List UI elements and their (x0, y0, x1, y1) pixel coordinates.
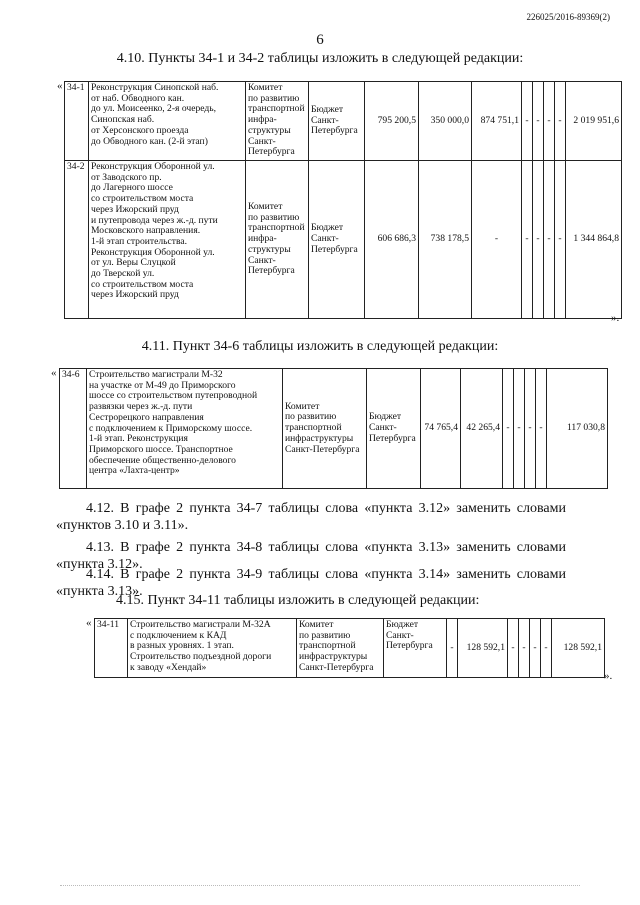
table-row-34-6-table (59, 368, 608, 489)
value-cell: 874 751,1 (472, 82, 522, 161)
dash-cell: - (519, 619, 530, 678)
table2-open-quote: « (51, 367, 57, 379)
committee-cell: Комитет по развитию транспортной инфраструктуры Санкт-Петербурга (283, 369, 367, 489)
table1-close-quote: ». (611, 312, 620, 324)
budget-cell: Бюджет Санкт- Петербурга (309, 82, 365, 161)
dash-cell: - (447, 619, 458, 678)
dash-cell: - (536, 369, 547, 489)
footer-dotted-line (60, 885, 580, 887)
dash-cell: - (533, 161, 544, 319)
budget-cell: Бюджет Санкт- Петербурга (367, 369, 421, 489)
dash-cell: - (555, 161, 566, 319)
paragraph-4-13: 4.13. В графе 2 пункта 34-8 таблицы слова «пункта 3.13» заменить словами «пункта 3.12». (56, 540, 566, 572)
value-cell: 795 200,5 (365, 82, 419, 161)
dash-cell: - (503, 369, 514, 489)
paragraph-4-10: 4.10. Пункты 34-1 и 34-2 таблицы изложить в следующей редакции: (116, 51, 524, 66)
paragraph-4-15: 4.15. Пункт 34-11 таблицы изложить в следующей редакции: (116, 593, 480, 608)
budget-cell: Бюджет Санкт- Петербурга (309, 161, 365, 319)
dash-cell: - (544, 82, 555, 161)
project-name-cell: Реконструкция Оборонной ул. от Заводского пр. до Лагерного шоссе со строительством моста через Ижорский пруд и путепровода через ж.-д. пути Московского направления. 1-й этап строительства. Реконструкция Оборонной ул. от ул. Веры Слуцкой до Тверской ул. со строительством моста через Ижорский пруд (89, 161, 246, 319)
dash-cell: - (530, 619, 541, 678)
table-row-34-1 (65, 82, 622, 161)
dash-cell: - (508, 619, 519, 678)
table-row-34-6 (60, 369, 608, 489)
committee-cell: Комитет по развитию транспортной инфра- структуры Санкт- Петербурга (246, 82, 309, 161)
value-cell: - (472, 161, 522, 319)
dash-cell: - (522, 161, 533, 319)
table1-open-quote: « (57, 80, 63, 92)
page-number: 6 (316, 32, 324, 48)
row-number: 34-11 (95, 619, 128, 678)
dash-cell: - (555, 82, 566, 161)
total-cell: 2 019 951,6 (566, 82, 622, 161)
total-cell: 128 592,1 (552, 619, 605, 678)
dash-cell: - (514, 369, 525, 489)
project-name-cell: Строительство магистрали М-32 на участке от М-49 до Приморского шоссе со строительством путепроводной развязки через ж.-д. пути Сестрорецкого направления с подключением к Приморскому шоссе. 1-й этап. Реконструкция Приморского шоссе. Транспортное обеспечение общественно-делового центра «Лахта-центр» (87, 369, 283, 489)
dash-cell: - (525, 369, 536, 489)
value-cell: 128 592,1 (458, 619, 508, 678)
dash-cell: - (541, 619, 552, 678)
paragraph-4-12: 4.12. В графе 2 пункта 34-7 таблицы слова «пункта 3.12» заменить словами «пунктов 3.10 и 3.11». (56, 501, 566, 533)
committee-cell: Комитет по развитию транспортной инфраструктуры Санкт-Петербурга (297, 619, 384, 678)
dash-cell: - (522, 82, 533, 161)
table-rows-34-1-34-2 (64, 81, 622, 319)
total-cell: 117 030,8 (547, 369, 608, 489)
value-cell: 42 265,4 (461, 369, 503, 489)
row-number: 34-6 (60, 369, 87, 489)
table-row-34-11-table (94, 618, 605, 678)
value-cell: 350 000,0 (419, 82, 472, 161)
table3-open-quote: « (86, 617, 92, 629)
committee-cell: Комитет по развитию транспортной инфра- структуры Санкт- Петербурга (246, 161, 309, 319)
budget-cell: Бюджет Санкт- Петербурга (384, 619, 447, 678)
table3-close-quote: ». (604, 670, 613, 682)
total-cell: 1 344 864,8 (566, 161, 622, 319)
value-cell: 74 765,4 (421, 369, 461, 489)
project-name-cell: Строительство магистрали М-32А с подключением к КАД в разных уровнях. 1 этап. Строительство подъездной дороги к заводу «Хендай» (128, 619, 297, 678)
paragraph-4-14: 4.14. В графе 2 пункта 34-9 таблицы слова «пункта 3.14» заменить словами «пункта 3.13». (56, 567, 566, 599)
document-number: 226025/2016-89369(2) (526, 12, 610, 22)
value-cell: 738 178,5 (419, 161, 472, 319)
row-number: 34-2 (65, 161, 89, 319)
dash-cell: - (544, 161, 555, 319)
dash-cell: - (533, 82, 544, 161)
project-name-cell: Реконструкция Синопской наб. от наб. Обводного кан. до ул. Моисеенко, 2-я очередь, Синопская наб. от Херсонского проезда до Обводного кан. (2-й этап) (89, 82, 246, 161)
value-cell: 606 686,3 (365, 161, 419, 319)
row-number: 34-1 (65, 82, 89, 161)
table-row-34-11 (95, 619, 605, 678)
table-row-34-2 (65, 161, 622, 319)
paragraph-4-11: 4.11. Пункт 34-6 таблицы изложить в следующей редакции: (141, 339, 499, 354)
